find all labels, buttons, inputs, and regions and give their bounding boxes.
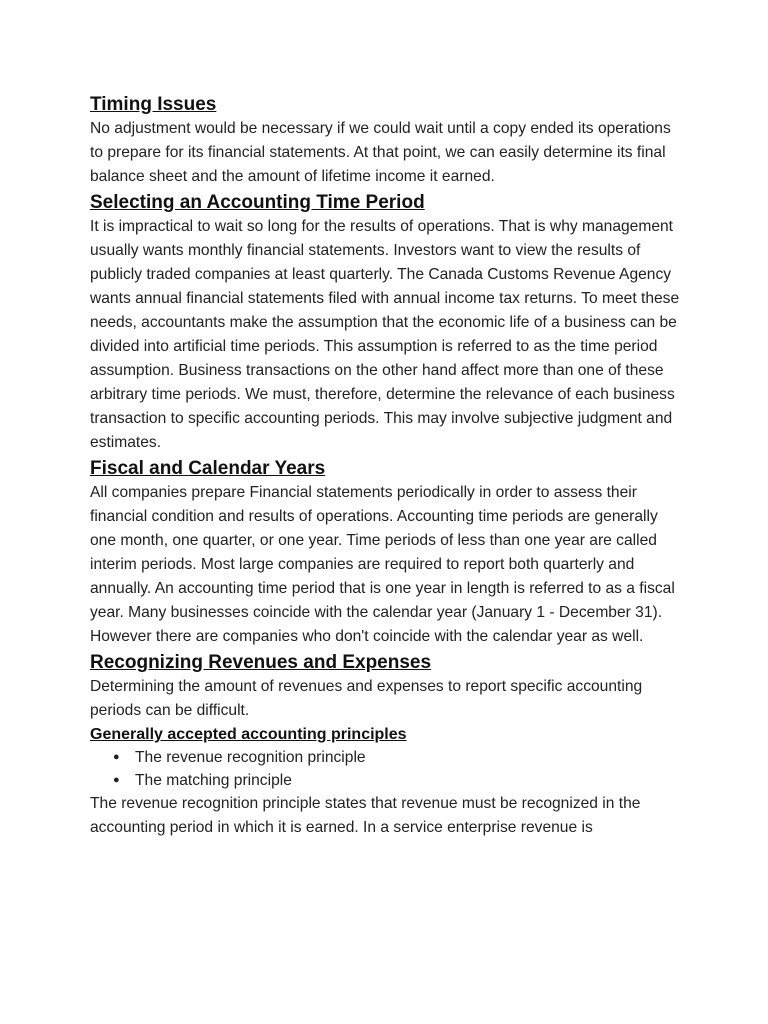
section-heading: Timing Issues [90,94,217,115]
section-heading: Selecting an Accounting Time Period [90,192,425,213]
section-paragraph: No adjustment would be necessary if we could wait until a copy ended its operations to prepare for its financial statements. At that point, we can easily determine its final balance sheet and the amount of lifetime income it earned. [90,120,671,185]
section-paragraph: It is impractical to wait so long for the results of operations. That is why management usually wants monthly financial statements. Investors want to view the results of publicly traded companies at least quarterly. The Canada Customs Revenue Agency wants annual financial statements filed with annual income tax returns. To meet these needs, accountants make the assumption that the economic life of a business can be divided into artificial time periods. This assumption is referred to as the time period assumption. Business transactions on the other hand affect more than one of these arbitrary time periods. We must, therefore, determine the relevance of each business transaction to specific accounting periods. This may involve subjective judgment and estimates. [90,218,680,451]
section-paragraph: Determining the amount of revenues and expenses to report specific accounting periods can be difficult. [90,678,643,719]
principles-list [90,746,680,792]
closing-paragraph: The revenue recognition principle states that revenue must be recognized in the accounting period in which it is earned. In a service enterprise revenue is [90,795,641,836]
bullet-icon: ● [113,751,120,763]
list-item [90,746,680,769]
list-item [90,769,680,792]
list-item-text: The revenue recognition principle [135,749,366,766]
section-accounting-time-period [90,190,680,455]
section-heading: Fiscal and Calendar Years [90,458,326,479]
document-content [90,92,680,841]
section-paragraph: All companies prepare Financial statements periodically in order to assess their financial condition and results of operations. Accounting time periods are generally one month, one quarter, or one year. Time periods of less than one year are called interim periods. Most large companies are required to report both quarterly and annually. An accounting time period that is one year in length is referred to as a fiscal year. Many businesses coincide with the calendar year (January 1 - December 31). However there are companies who don't coincide with the calendar year as well. [90,484,675,645]
bullet-icon: ● [113,774,120,786]
section-fiscal-calendar-years [90,456,680,649]
subsection-heading: Generally accepted accounting principles [90,726,407,743]
section-timing-issues [90,92,680,189]
section-heading: Recognizing Revenues and Expenses [90,652,432,673]
list-item-text: The matching principle [135,772,292,789]
section-recognizing-revenues-expenses [90,650,680,840]
